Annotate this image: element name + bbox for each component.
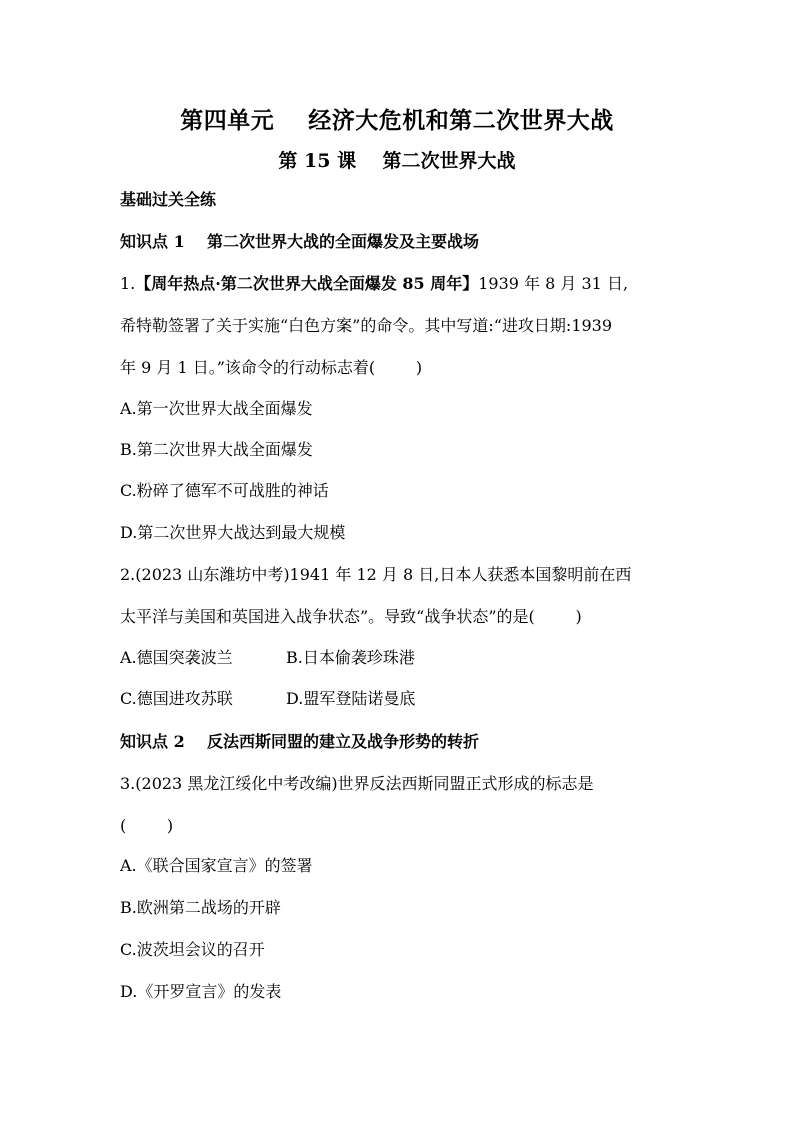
question-2-option-d: D.盟军登陆诺曼底: [286, 689, 416, 708]
question-3-option-a: A.《联合国家宣言》的签署: [120, 856, 313, 875]
question-1-option-b: B.第二次世界大战全面爆发: [120, 440, 313, 459]
question-1-number: 1.: [120, 274, 136, 293]
question-3-stem-line-1: 3.(2023 黑龙江绥化中考改编)世界反法西斯同盟正式形成的标志是: [120, 774, 594, 793]
knowledge-point-2: 知识点 2 反法西斯同盟的建立及战争形势的转折: [120, 732, 479, 751]
question-2-option-c: C.德国进攻苏联: [120, 689, 233, 708]
question-3-option-d: D.《开罗宣言》的发表: [120, 982, 282, 1001]
knowledge-point-1: 知识点 1 第二次世界大战的全面爆发及主要战场: [120, 232, 479, 251]
question-2-stem-line-2: 太平洋与美国和英国进入战争状态”。导致“战争状态”的是( ): [120, 607, 582, 626]
question-1-option-d: D.第二次世界大战达到最大规模: [120, 523, 346, 542]
unit-title: 第四单元 经济大危机和第二次世界大战: [180, 107, 614, 134]
question-1-tag: 【周年热点·第二次世界大战全面爆发 85 周年】: [135, 274, 479, 293]
question-1-option-c: C.粉碎了德军不可战胜的神话: [120, 481, 329, 500]
question-1-stem-line-3: 年 9 月 1 日。”该命令的行动标志着( ): [120, 358, 423, 377]
question-3-option-c: C.波茨坦会议的召开: [120, 940, 265, 959]
section-label: 基础过关全练: [120, 190, 217, 209]
question-1-stem-text-1: 1939 年 8 月 31 日,: [478, 274, 629, 293]
question-3-option-b: B.欧洲第二战场的开辟: [120, 898, 281, 917]
question-1-option-a: A.第一次世界大战全面爆发: [120, 399, 313, 418]
lesson-title: 第 15 课 第二次世界大战: [278, 150, 516, 172]
question-3-stem-line-2: ( ): [120, 816, 174, 835]
question-1-stem-line-1: [120, 274, 628, 294]
question-2-option-b: B.日本偷袭珍珠港: [286, 648, 415, 667]
question-1-stem-line-2: 希特勒签署了关于实施“白色方案”的命令。其中写道:“进攻日期:1939: [120, 316, 613, 335]
question-2-option-a: A.德国突袭波兰: [120, 648, 233, 667]
question-2-stem-line-1: 2.(2023 山东潍坊中考)1941 年 12 月 8 日,日本人获悉本国黎明前在西: [120, 565, 632, 584]
